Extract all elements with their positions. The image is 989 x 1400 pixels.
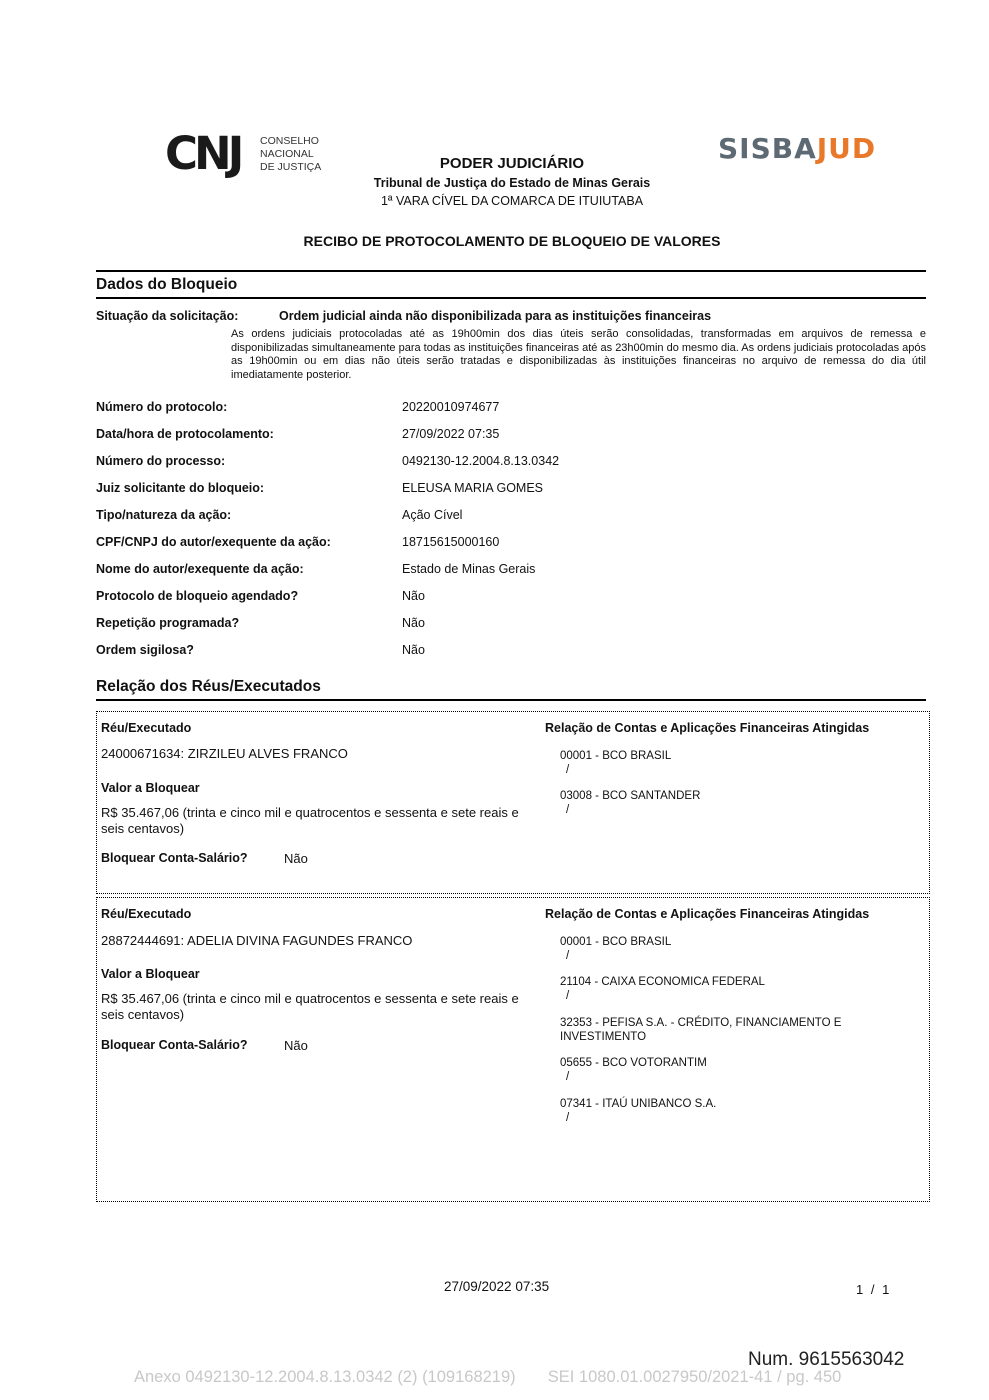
field-value: 0492130-12.2004.8.13.0342 [402, 454, 560, 468]
bank-item [560, 975, 890, 1003]
field-label: Juiz solicitante do bloqueio: [96, 481, 265, 495]
sisbajud-logo-part2: JUD [816, 132, 877, 165]
footer-date: 27/09/2022 07:35 [444, 1279, 550, 1294]
reu-card [96, 897, 930, 1202]
conta-salario-value: Não [284, 1038, 308, 1053]
situacao-value: Ordem judicial ainda não disponibilizada para as instituições financeiras [279, 309, 712, 323]
bank-item [560, 789, 890, 817]
conta-salario-value: Não [284, 851, 308, 866]
reu-card [96, 711, 930, 894]
section-title-reus: Relação dos Réus/Executados [96, 674, 926, 701]
bank-name: 21104 - CAIXA ECONOMICA FEDERAL [560, 976, 765, 988]
field-value: 27/09/2022 07:35 [402, 427, 500, 441]
field-label: Data/hora de protocolamento: [96, 427, 274, 441]
bank-name: 00001 - BCO BRASIL [560, 936, 672, 948]
situacao-label: Situação da solicitação: [96, 309, 239, 323]
conta-salario-label: Bloquear Conta-Salário? [101, 851, 248, 865]
reu-name: 24000671634: ZIRZILEU ALVES FRANCO [101, 746, 348, 761]
bank-item [560, 749, 890, 777]
document-number: Num. 9615563042 [748, 1349, 905, 1370]
bank-account: / [566, 804, 570, 816]
valor-value: R$ 35.467,06 (trinta e cinco mil e quatrocentos e sessenta e sete reais e seis centavos) [101, 991, 519, 1022]
field-label: Protocolo de bloqueio agendado? [96, 589, 299, 603]
valor-label: Valor a Bloquear [101, 967, 200, 981]
bank-name: 05655 - BCO VOTORANTIM [560, 1057, 707, 1069]
field-label: Ordem sigilosa? [96, 643, 194, 657]
bank-name: 03008 - BCO SANTANDER [560, 790, 701, 802]
field-value: 20220010974677 [402, 400, 500, 414]
field-value: Estado de Minas Gerais [402, 562, 536, 576]
cnj-logo-mark: CNJ [165, 127, 241, 180]
field-label: Nome do autor/exequente da ação: [96, 562, 304, 576]
cnj-name-line-2: NACIONAL [260, 148, 314, 160]
bank-account: / [566, 1071, 570, 1083]
cnj-name-line-1: CONSELHO [260, 135, 319, 147]
valor-value: R$ 35.467,06 (trinta e cinco mil e quatrocentos e sessenta e sete reais e seis centavos) [101, 805, 519, 836]
sisbajud-logo-part1: SISBA [718, 132, 817, 165]
situacao-note: As ordens judiciais protocoladas até as 19h00min dos dias úteis serão consolidadas, transformadas em arquivos de remessa e disponibilizadas simultaneamente para todas as instituições financeiras até as 23h00min do mesmo dia. As ordens judiciais protocoladas após as 19h00min ou em dias não úteis serão tratadas e disponibilizadas às instituições financeiras no arquivo de remessa do dia útil imediatamente posterior. [231, 328, 926, 382]
contas-column-header: Relação de Contas e Aplicações Financeiras Atingidas [545, 721, 870, 735]
field-value: 18715615000160 [402, 535, 500, 549]
page-number: 1 / 1 [856, 1282, 890, 1297]
bank-item [560, 1016, 890, 1044]
field-value: Ação Cível [402, 508, 463, 522]
field-value: Não [402, 589, 425, 603]
bank-account: / [566, 950, 570, 962]
field-label: Tipo/natureza da ação: [96, 508, 232, 522]
contas-column-header: Relação de Contas e Aplicações Financeiras Atingidas [545, 907, 870, 921]
field-label: Repetição programada? [96, 616, 240, 630]
document-heading: PODER JUDICIÁRIO [439, 155, 585, 172]
reu-name: 28872444691: ADELIA DIVINA FAGUNDES FRANCO [101, 933, 413, 948]
reu-column-header: Réu/Executado [101, 907, 192, 921]
anexo-watermark: Anexo 0492130-12.2004.8.13.0342 (2) (109168219) SEI 1080.01.0027950/2021-41 / pg. 450 [134, 1368, 842, 1386]
field-value: Não [402, 643, 425, 657]
bank-account: / [566, 990, 570, 1002]
bank-account: / [566, 1112, 570, 1124]
bank-name: 07341 - ITAÚ UNIBANCO S.A. [560, 1098, 717, 1110]
bank-name: 00001 - BCO BRASIL [560, 750, 672, 762]
conta-salario-label: Bloquear Conta-Salário? [101, 1038, 248, 1052]
bank-name: 32353 - PEFISA S.A. - CRÉDITO, FINANCIAMENTO E INVESTIMENTO [560, 1017, 842, 1043]
document-title: RECIBO DE PROTOCOLAMENTO DE BLOQUEIO DE VALORES [303, 233, 721, 249]
section-title-dados: Dados do Bloqueio [96, 270, 926, 299]
field-label: Número do protocolo: [96, 400, 228, 414]
tribunal-name: Tribunal de Justiça do Estado de Minas Gerais [373, 176, 651, 190]
valor-label: Valor a Bloquear [101, 781, 200, 795]
bank-item [560, 935, 890, 963]
bank-account: / [566, 764, 570, 776]
vara-name: 1ª VARA CÍVEL DA COMARCA DE ITUIUTABA [380, 194, 644, 208]
field-label: CPF/CNPJ do autor/exequente da ação: [96, 535, 331, 549]
field-value: Não [402, 616, 425, 630]
bank-item [560, 1097, 890, 1125]
cnj-name-line-3: DE JUSTIÇA [260, 161, 322, 173]
bank-item [560, 1056, 890, 1084]
field-label: Número do processo: [96, 454, 226, 468]
field-value: ELEUSA MARIA GOMES [402, 481, 544, 495]
reu-column-header: Réu/Executado [101, 721, 192, 735]
